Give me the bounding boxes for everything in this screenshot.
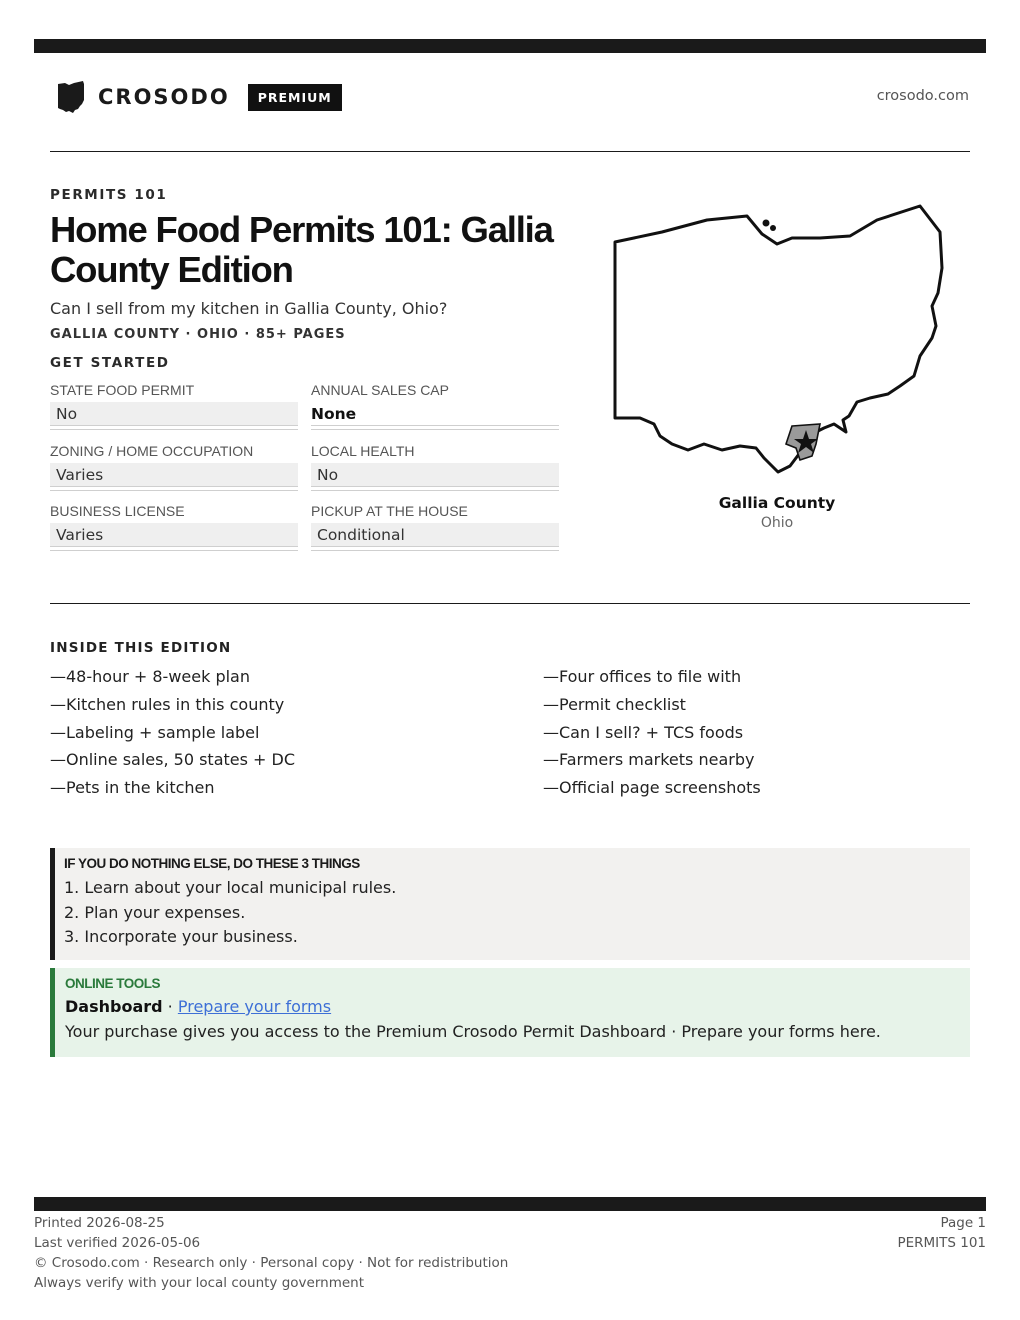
field-local-health — [311, 443, 559, 487]
do-these-callout — [50, 848, 970, 960]
inside-list-right — [543, 667, 761, 806]
list-item: 1. Learn about your local municipal rules. — [64, 878, 397, 897]
ohio-county-map — [602, 198, 952, 480]
inside-edition-heading: INSIDE THIS EDITION — [50, 640, 232, 656]
verified-date: Last verified 2026-05-06 — [34, 1235, 201, 1251]
field-value: Conditional — [311, 523, 559, 547]
brand[interactable] — [56, 80, 342, 114]
copyright: © Crosodo.com · Research only · Personal copy · Not for redistribution — [34, 1255, 509, 1271]
field-value: No — [50, 402, 298, 426]
list-item: —Online sales, 50 states + DC — [50, 750, 296, 770]
do-these-list — [64, 876, 970, 950]
premium-badge: PREMIUM — [248, 84, 342, 111]
field-label: LOCAL HEALTH — [311, 443, 415, 459]
ohio-outline — [615, 206, 942, 472]
list-item: 3. Incorporate your business. — [64, 927, 298, 946]
footer-right — [897, 1213, 986, 1253]
field-value: Varies — [50, 523, 298, 547]
online-tools-callout — [50, 968, 970, 1057]
list-item: —Permit checklist — [543, 694, 686, 714]
map-county-name: Gallia County — [718, 494, 836, 512]
field-value: None — [311, 402, 559, 426]
callout-title: IF YOU DO NOTHING ELSE, DO THESE 3 THINGS — [64, 856, 360, 871]
list-item: —Can I sell? + TCS foods — [543, 722, 744, 742]
callout-title: ONLINE TOOLS — [65, 976, 161, 991]
lake-island-icon — [770, 225, 776, 231]
brand-name: CROSODO — [98, 85, 230, 109]
field-zoning-home-occupation — [50, 443, 298, 487]
field-state-food-permit — [50, 382, 298, 426]
printed-date: Printed 2026-08-25 — [34, 1215, 165, 1231]
ohio-state-shape-icon — [56, 80, 86, 114]
field-value: Varies — [50, 463, 298, 487]
header-divider — [50, 151, 970, 152]
list-item: —Labeling + sample label — [50, 722, 260, 742]
page-title: Home Food Permits 101: Gallia County Edition — [50, 209, 553, 290]
field-label: STATE FOOD PERMIT — [50, 382, 195, 398]
tools-description: Your purchase gives you access to the Premium Crosodo Permit Dashboard · Prepare your forms here. — [65, 1022, 881, 1041]
field-business-license — [50, 503, 298, 547]
map-state-name: Ohio — [760, 515, 794, 531]
field-annual-sales-cap — [311, 382, 559, 426]
list-item: —48-hour + 8-week plan — [50, 667, 250, 686]
edition-meta: GALLIA COUNTY · OHIO · 85+ PAGES — [50, 327, 346, 342]
lake-island-icon — [763, 220, 770, 227]
prepare-forms-link[interactable]: Prepare your forms — [177, 997, 332, 1016]
page-number: Page 1 — [940, 1215, 986, 1231]
top-rule-bar — [34, 39, 986, 53]
tools-line — [65, 997, 970, 1016]
field-label: ZONING / HOME OCCUPATION — [50, 443, 254, 459]
footer-rule-bar — [34, 1197, 986, 1211]
field-value: No — [311, 463, 559, 487]
kicker: PERMITS 101 — [50, 187, 168, 203]
inside-list-left — [50, 667, 295, 806]
field-label: PICKUP AT THE HOUSE — [311, 503, 468, 519]
list-item: —Farmers markets nearby — [543, 750, 755, 770]
list-item: —Kitchen rules in this county — [50, 694, 285, 714]
field-label: ANNUAL SALES CAP — [311, 382, 449, 398]
list-item: —Official page screenshots — [543, 778, 761, 798]
page-subtitle: Can I sell from my kitchen in Gallia County, Ohio? — [50, 299, 448, 318]
get-started-heading: GET STARTED — [50, 355, 170, 371]
separator: · — [162, 997, 178, 1016]
footer-left — [34, 1213, 508, 1293]
section-divider — [50, 603, 970, 604]
list-item: —Pets in the kitchen — [50, 778, 215, 798]
footer-section: PERMITS 101 — [897, 1235, 986, 1251]
field-pickup-at-house — [311, 503, 559, 547]
dashboard-label: Dashboard — [65, 997, 163, 1016]
list-item: 2. Plan your expenses. — [64, 902, 246, 922]
verify-note: Always verify with your local county government — [34, 1275, 364, 1291]
field-label: BUSINESS LICENSE — [50, 503, 185, 519]
site-url[interactable]: crosodo.com — [876, 88, 969, 104]
list-item: —Four offices to file with — [543, 667, 742, 686]
